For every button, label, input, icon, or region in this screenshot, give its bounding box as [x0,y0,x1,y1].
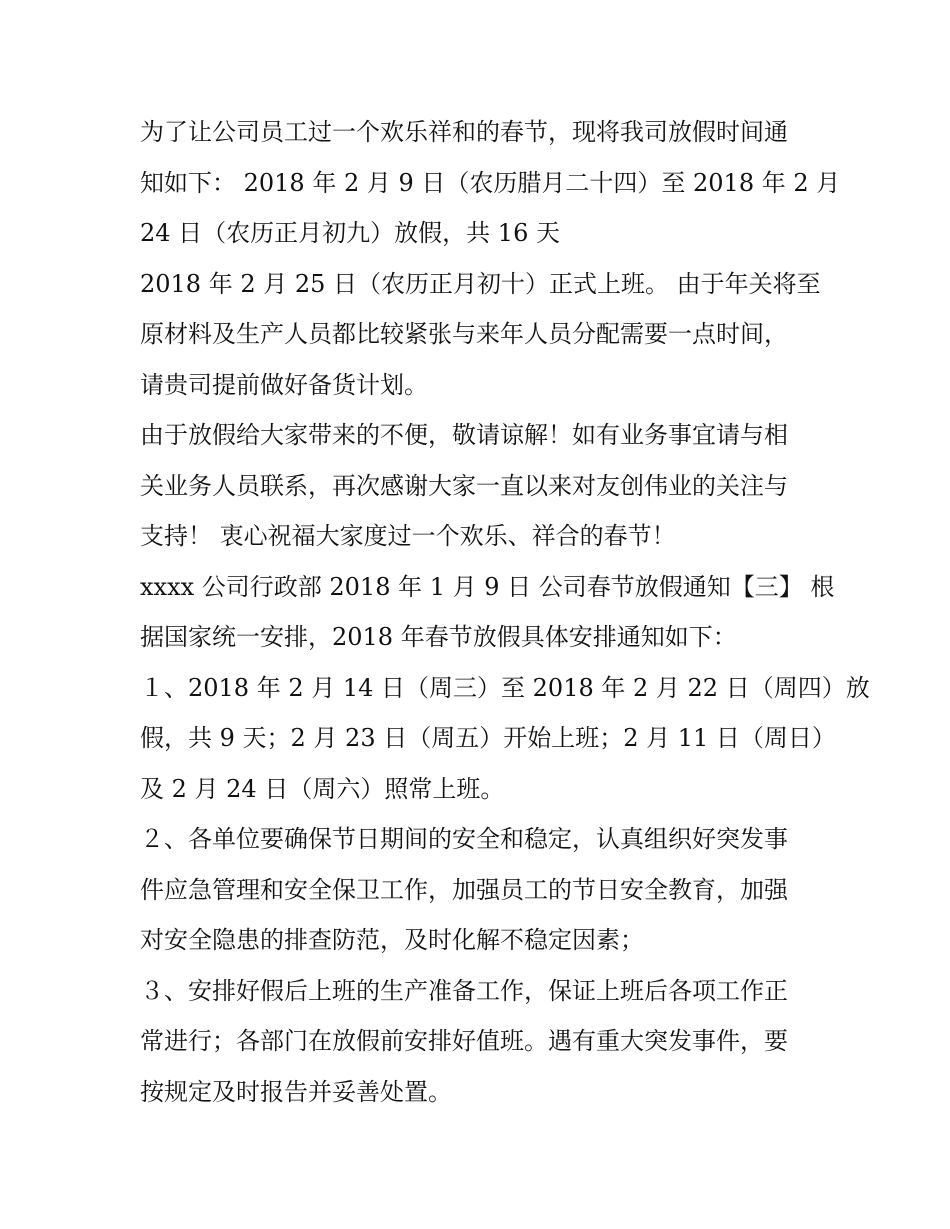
text-line: 假，共 9 天；2 月 23 日（周五）开始上班；2 月 11 日（周日） [140,724,836,752]
text-line: 2018 年 2 月 25 日（农历正月初十）正式上班。 由于年关将至 [140,269,821,298]
text-line: 24 日（农历正月初九）放假，共 16 天 [140,219,560,247]
text-line: ３、安排好假后上班的生产准备工作，保证上班后各项工作正 [140,976,788,1005]
text-line: 按规定及时报告并妥善处置。 [140,1077,452,1106]
text-line: xxxx 公司行政部 2018 年 1 月 9 日 公司春节放假通知【三】 根 [140,572,835,601]
text-line: 常进行；各部门在放假前安排好值班。遇有重大突发事件，要 [140,1027,788,1055]
text-line: 支持！ 衷心祝福大家度过一个欢乐、祥合的春节！ [140,522,676,550]
text-line: 件应急管理和安全保卫工作，加强员工的节日安全教育，加强 [140,875,788,904]
text-line: ２、各单位要确保节日期间的安全和稳定，认真组织好突发事 [140,825,788,853]
text-line: 原材料及生产人员都比较紧张与来年人员分配需要一点时间， [140,320,788,348]
text-line: １、2018 年 2 月 14 日（周三）至 2018 年 2 月 22 日（周四）放 [140,673,870,702]
text-line: 关业务人员联系，再次感谢大家一直以来对友创伟业的关注与 [140,471,788,500]
document-body [140,107,870,1117]
text-line: 及 2 月 24 日（周六）照常上班。 [140,774,505,803]
text-line: 对安全隐患的排查防范，及时化解不稳定因素； [140,926,644,954]
text-line: 据国家统一安排，2018 年春节放假具体安排通知如下： [140,623,737,651]
text-line: 请贵司提前做好备货计划。 [140,370,428,399]
text-line: 由于放假给大家带来的不便，敬请谅解！如有业务事宜请与相 [140,421,788,449]
text-line: 为了让公司员工过一个欢乐祥和的春节，现将我司放假时间通 [140,118,788,146]
text-line: 知如下： 2018 年 2 月 9 日（农历腊月二十四）至 2018 年 2 月 [140,168,841,197]
